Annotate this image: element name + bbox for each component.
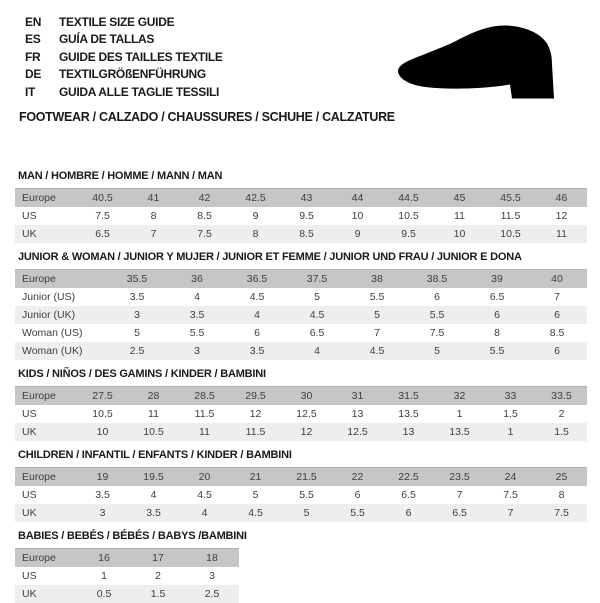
size-cell: 44.5: [383, 189, 434, 208]
size-cell: 10.5: [128, 423, 179, 441]
size-cell: 2: [131, 567, 185, 585]
table-row: [15, 189, 587, 208]
size-table-children: [15, 449, 587, 522]
size-cell: 3.5: [128, 504, 179, 522]
size-table-junior-woman: [15, 251, 587, 360]
size-cell: 39: [467, 270, 527, 289]
size-cell: 5.5: [167, 324, 227, 342]
size-cell: 31: [332, 387, 383, 406]
size-cell: 4: [179, 504, 230, 522]
table-row: [15, 270, 587, 289]
size-cell: 13: [332, 405, 383, 423]
table-row: [15, 468, 587, 487]
size-cell: 3.5: [107, 288, 167, 306]
size-cell: 6: [407, 288, 467, 306]
row-label: UK: [15, 585, 77, 603]
size-cell: 44: [332, 189, 383, 208]
size-cell: 46: [536, 189, 587, 208]
size-cell: 1: [77, 567, 131, 585]
size-cell: 8: [467, 324, 527, 342]
size-cell: 9: [230, 207, 281, 225]
size-cell: 11: [128, 405, 179, 423]
dress-shoe-icon: [392, 18, 572, 104]
size-cell: 10.5: [485, 225, 536, 243]
size-cell: 7: [434, 486, 485, 504]
language-row-en: [25, 13, 223, 31]
language-code: EN: [25, 14, 42, 29]
language-code: FR: [25, 49, 41, 64]
size-cell: 5: [281, 504, 332, 522]
language-code: IT: [25, 84, 36, 99]
size-cell: 38.5: [407, 270, 467, 289]
size-cell: 6.5: [467, 288, 527, 306]
tables-root: [15, 162, 587, 603]
size-cell: 6.5: [383, 486, 434, 504]
size-cell: 6.5: [287, 324, 347, 342]
size-cell: 2.5: [185, 585, 239, 603]
size-cell: 4.5: [347, 342, 407, 360]
size-conversion-table: [15, 269, 587, 360]
size-cell: 3.5: [77, 486, 128, 504]
row-label: Europe: [15, 468, 77, 487]
size-cell: 20: [179, 468, 230, 487]
size-cell: 21: [230, 468, 281, 487]
language-header: [25, 13, 223, 101]
row-label: UK: [15, 504, 77, 522]
size-cell: 6.5: [77, 225, 128, 243]
size-cell: 4.5: [230, 504, 281, 522]
size-cell: 1.5: [485, 405, 536, 423]
size-cell: 5.5: [407, 306, 467, 324]
size-cell: 10.5: [77, 405, 128, 423]
row-label: Woman (UK): [15, 342, 107, 360]
size-cell: 1.5: [536, 423, 587, 441]
size-cell: 5: [230, 486, 281, 504]
size-cell: 9: [332, 225, 383, 243]
size-cell: 11: [536, 225, 587, 243]
size-cell: 45: [434, 189, 485, 208]
size-cell: 33.5: [536, 387, 587, 406]
size-cell: 7: [485, 504, 536, 522]
size-cell: 6: [527, 342, 587, 360]
size-cell: 37.5: [287, 270, 347, 289]
size-conversion-table: [15, 548, 239, 603]
row-label: US: [15, 207, 77, 225]
size-cell: 11.5: [485, 207, 536, 225]
table-title-man: MAN / HOMBRE / HOMME / MANN / MAN: [18, 170, 223, 182]
table-row: [15, 585, 239, 603]
size-cell: 7.5: [179, 225, 230, 243]
table-row: [15, 306, 587, 324]
size-cell: 21.5: [281, 468, 332, 487]
size-cell: 12.5: [332, 423, 383, 441]
size-cell: 5: [107, 324, 167, 342]
size-cell: 29.5: [230, 387, 281, 406]
size-cell: 5: [347, 306, 407, 324]
size-cell: 1: [485, 423, 536, 441]
language-title: GUÍA DE TALLAS: [59, 32, 155, 47]
size-cell: 19: [77, 468, 128, 487]
size-cell: 7.5: [485, 486, 536, 504]
size-cell: 8.5: [527, 324, 587, 342]
row-label: Woman (US): [15, 324, 107, 342]
size-cell: 12: [536, 207, 587, 225]
size-cell: 4: [128, 486, 179, 504]
table-row: [15, 549, 239, 568]
table-title-junior-woman: JUNIOR & WOMAN / JUNIOR Y MUJER / JUNIOR ET FEMME / JUNIOR UND FRAU / JUNIOR E DONA: [18, 251, 522, 263]
size-cell: 45.5: [485, 189, 536, 208]
size-cell: 11.5: [179, 405, 230, 423]
row-label: Europe: [15, 270, 107, 289]
size-cell: 5.5: [347, 288, 407, 306]
size-cell: 3.5: [167, 306, 227, 324]
table-row: [15, 324, 587, 342]
size-cell: 6: [332, 486, 383, 504]
table-row: [15, 288, 587, 306]
size-cell: 5: [407, 342, 467, 360]
size-cell: 4.5: [287, 306, 347, 324]
size-cell: 3: [185, 567, 239, 585]
size-cell: 19.5: [128, 468, 179, 487]
size-cell: 10: [332, 207, 383, 225]
size-cell: 12.5: [281, 405, 332, 423]
row-label: UK: [15, 225, 77, 243]
size-cell: 16: [77, 549, 131, 568]
size-cell: 42: [179, 189, 230, 208]
size-table-babies: [15, 530, 587, 603]
row-label: Junior (UK): [15, 306, 107, 324]
language-row-es: [25, 31, 223, 49]
table-row: [15, 207, 587, 225]
size-cell: 8: [230, 225, 281, 243]
size-cell: 4: [227, 306, 287, 324]
size-cell: 10: [434, 225, 485, 243]
size-conversion-table: [15, 188, 587, 243]
size-cell: 40: [527, 270, 587, 289]
size-cell: 7: [347, 324, 407, 342]
size-cell: 12: [281, 423, 332, 441]
language-row-de: [25, 66, 223, 84]
size-cell: 7.5: [77, 207, 128, 225]
size-cell: 36.5: [227, 270, 287, 289]
size-cell: 2.5: [107, 342, 167, 360]
language-title: GUIDE DES TAILLES TEXTILE: [59, 49, 223, 64]
size-cell: 6.5: [434, 504, 485, 522]
size-cell: 8.5: [281, 225, 332, 243]
language-code: DE: [25, 67, 42, 82]
size-cell: 3: [107, 306, 167, 324]
row-label: US: [15, 486, 77, 504]
size-cell: 9.5: [383, 225, 434, 243]
size-cell: 5.5: [332, 504, 383, 522]
size-cell: 24: [485, 468, 536, 487]
size-cell: 33: [485, 387, 536, 406]
language-row-fr: [25, 48, 223, 66]
size-cell: 3: [167, 342, 227, 360]
row-label: Europe: [15, 387, 77, 406]
size-cell: 11: [179, 423, 230, 441]
table-title-children: CHILDREN / INFANTIL / ENFANTS / KINDER / BAMBINI: [18, 449, 292, 461]
size-cell: 28: [128, 387, 179, 406]
size-table-man: [15, 170, 587, 243]
language-title: TEXTILGRÖßENFÜHRUNG: [59, 67, 206, 82]
size-cell: 13.5: [383, 405, 434, 423]
size-cell: 22: [332, 468, 383, 487]
size-cell: 17: [131, 549, 185, 568]
size-cell: 11: [434, 207, 485, 225]
size-conversion-table: [15, 467, 587, 522]
size-table-kids: [15, 368, 587, 441]
size-cell: 28.5: [179, 387, 230, 406]
size-cell: 13: [383, 423, 434, 441]
size-cell: 23.5: [434, 468, 485, 487]
size-cell: 1.5: [131, 585, 185, 603]
size-cell: 31.5: [383, 387, 434, 406]
size-cell: 13.5: [434, 423, 485, 441]
size-cell: 8: [536, 486, 587, 504]
size-cell: 5.5: [281, 486, 332, 504]
size-cell: 10: [77, 423, 128, 441]
size-cell: 10.5: [383, 207, 434, 225]
size-cell: 4: [287, 342, 347, 360]
row-label: Europe: [15, 549, 77, 568]
size-cell: 3.5: [227, 342, 287, 360]
size-cell: 6: [227, 324, 287, 342]
size-cell: 8: [128, 207, 179, 225]
size-cell: 42.5: [230, 189, 281, 208]
size-cell: 0.5: [77, 585, 131, 603]
size-cell: 32: [434, 387, 485, 406]
table-row: [15, 423, 587, 441]
size-cell: 6: [527, 306, 587, 324]
table-title-babies: BABIES / BEBÉS / BÉBÉS / BABYS /BAMBINI: [18, 530, 247, 542]
size-cell: 9.5: [281, 207, 332, 225]
size-cell: 7: [128, 225, 179, 243]
size-cell: 22.5: [383, 468, 434, 487]
language-title: GUIDA ALLE TAGLIE TESSILI: [59, 84, 220, 99]
row-label: US: [15, 405, 77, 423]
language-row-it: [25, 83, 223, 101]
language-code: ES: [25, 32, 41, 47]
size-cell: 1: [434, 405, 485, 423]
table-row: [15, 567, 239, 585]
row-label: UK: [15, 423, 77, 441]
size-cell: 38: [347, 270, 407, 289]
size-cell: 5.5: [467, 342, 527, 360]
table-row: [15, 225, 587, 243]
size-cell: 11.5: [230, 423, 281, 441]
row-label: Europe: [15, 189, 77, 208]
table-row: [15, 405, 587, 423]
size-cell: 7.5: [536, 504, 587, 522]
size-cell: 40.5: [77, 189, 128, 208]
size-cell: 27.5: [77, 387, 128, 406]
table-row: [15, 486, 587, 504]
size-cell: 35.5: [107, 270, 167, 289]
size-cell: 4: [167, 288, 227, 306]
table-row: [15, 342, 587, 360]
size-cell: 7.5: [407, 324, 467, 342]
size-cell: 3: [77, 504, 128, 522]
table-row: [15, 387, 587, 406]
size-conversion-table: [15, 386, 587, 441]
size-cell: 12: [230, 405, 281, 423]
size-cell: 6: [383, 504, 434, 522]
size-cell: 4.5: [227, 288, 287, 306]
size-cell: 8.5: [179, 207, 230, 225]
table-title-kids: KIDS / NIÑOS / DES GAMINS / KINDER / BAMBINI: [18, 368, 266, 380]
size-cell: 5: [287, 288, 347, 306]
size-cell: 36: [167, 270, 227, 289]
size-cell: 2: [536, 405, 587, 423]
size-cell: 4.5: [179, 486, 230, 504]
size-cell: 6: [467, 306, 527, 324]
size-cell: 18: [185, 549, 239, 568]
category-heading: FOOTWEAR / CALZADO / CHAUSSURES / SCHUHE / CALZATURE: [19, 110, 395, 124]
table-row: [15, 504, 587, 522]
size-cell: 43: [281, 189, 332, 208]
size-cell: 41: [128, 189, 179, 208]
language-title: TEXTILE SIZE GUIDE: [59, 14, 175, 29]
size-cell: 25: [536, 468, 587, 487]
size-cell: 30: [281, 387, 332, 406]
row-label: Junior (US): [15, 288, 107, 306]
row-label: US: [15, 567, 77, 585]
size-cell: 7: [527, 288, 587, 306]
